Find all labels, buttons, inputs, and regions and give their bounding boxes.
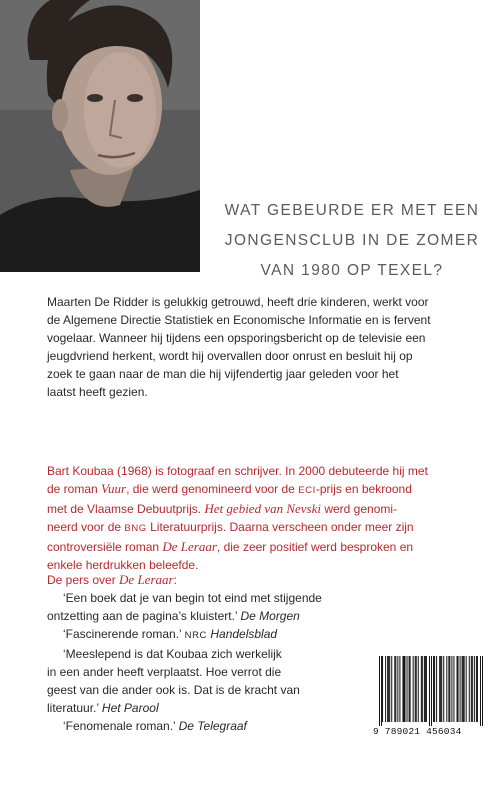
bio-text: werd genomi- [321,502,398,516]
author-bio [47,462,467,574]
quote-line: in een ander heeft verplaatst. Hoe verrot die [47,665,282,679]
bio-text: -prijs en bekroond [315,482,412,496]
bio-text: , die zeer positief werd besproken en [216,540,414,554]
quote-line: geest van die ander ook is. Dat is de kracht van [47,683,300,697]
quote-source: Het Parool [101,701,159,715]
barcode [376,654,486,728]
quote-source: Handelsblad [207,627,278,641]
press-heading [47,571,377,589]
book-title-leraar: De Leraar [162,539,217,554]
press-heading-title: De Leraar [119,572,174,587]
press-heading-text: De pers over [47,573,120,587]
press-quotes [47,571,377,735]
quote-text: literatuur.’ [47,701,102,715]
tagline-line: WAT GEBEURDE ER MET EEN [224,202,480,219]
barcode-bars [376,654,486,726]
quote-source: De Telegraaf [178,719,247,733]
author-photo [0,0,200,272]
blurb-line: zoek te gaan naar de man die hij vijfendertig jaar geleden voor het [47,367,399,381]
bio-text: de roman [47,482,102,496]
press-heading-colon: : [173,573,177,587]
quote-line [47,625,377,645]
bio-line [47,518,467,538]
blurb-line: Maarten De Ridder is gelukkig getrouwd, heeft drie kinderen, werkt voor [47,295,429,309]
tagline [218,196,486,286]
quote-source: De Morgen [240,609,300,623]
bio-line: Bart Koubaa (1968) is fotograaf en schrijver. In 2000 debuteerde hij met [47,464,428,478]
book-blurb [47,293,467,401]
bio-line [47,538,467,556]
blurb-line: laatst heeft gezien. [47,385,148,399]
quote-line [47,607,377,625]
quote-line [47,717,377,735]
bio-text: , die werd genomineerd voor de [126,482,299,496]
bio-line: enkele herdrukken beleefde. [47,558,199,572]
isbn-number: 9 789021 456034 [373,726,462,737]
bio-text: controversiële roman [47,540,163,554]
quote-line [47,699,377,717]
tagline-line: JONGENSCLUB IN DE ZOMER [224,232,480,249]
quote-line: ‘Meeslepend is dat Koubaa zich werkelijk [63,647,282,661]
quote-line: ‘Een boek dat je van begin tot eind met stijgende [63,591,322,605]
bio-text: neerd voor de [47,520,125,534]
blurb-line: vogelaar. Wanneer hij tijdens een opsporingsbericht op de televisie een [47,331,426,345]
quote-source-abbrev: NRC [184,630,208,641]
bio-line [47,480,467,500]
blurb-line: jeugdvriend herkent, wordt hij overvallen door onrust en besluit hij op [47,349,413,363]
bio-line [47,500,467,518]
bio-text: met de Vlaamse Debuutprijs. [47,502,205,516]
book-title-nevski: Het gebied van Nevski [204,501,321,516]
quote-text: ontzetting aan de pagina’s kluistert.’ [47,609,241,623]
book-title-vuur: Vuur [101,481,127,496]
portrait-illustration [0,0,200,272]
quote-text: ‘Fascinerende roman.’ [63,627,185,641]
eci-abbrev: ECI [298,485,316,496]
blurb-line: de Algemene Directie Statistiek en Economische Informatie en is fervent [47,313,431,327]
tagline-line: VAN 1980 OP TEXEL? [260,262,444,279]
quote-text: ‘Fenomenale roman.’ [63,719,179,733]
bng-abbrev: BNG [124,523,147,534]
bio-text: Literatuurprijs. Daarna verscheen onder meer zijn [146,520,414,534]
